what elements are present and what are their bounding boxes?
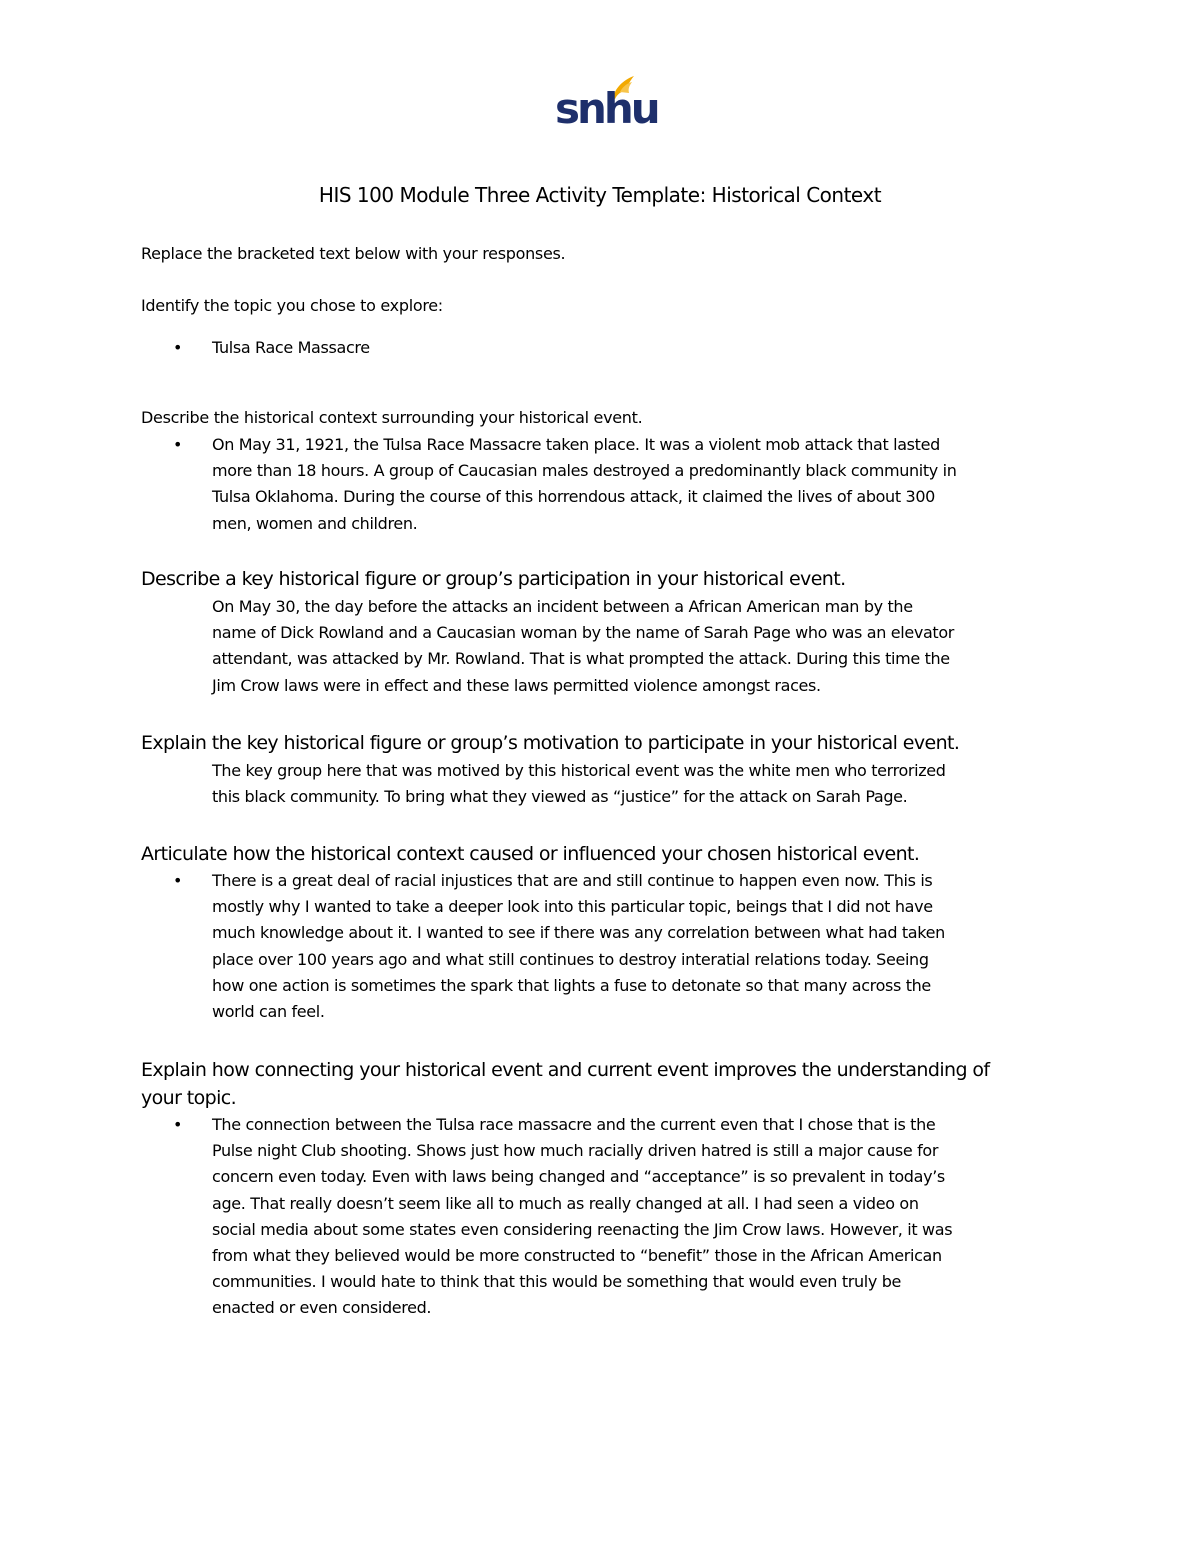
connection-prompt: [141, 1056, 1061, 1112]
prompt-line: Explain how connecting your historical event and current event improves the understanding of: [141, 1059, 990, 1081]
answer-line: Pulse night Club shooting. Shows just how much racially driven hatred is still a major cause for: [212, 1141, 939, 1161]
answer-line: Tulsa Race Massacre: [212, 338, 370, 357]
answer-line: The key group here that was motived by this historical event was the white men who terrorized: [212, 761, 946, 780]
bullet-symbol: •: [173, 435, 183, 454]
answer-line: There is a great deal of racial injustices that are and still continue to happen even now. This is: [212, 871, 933, 890]
topic-answer: [212, 335, 1062, 361]
answer-line: Tulsa Oklahoma. During the course of this horrendous attack, it claimed the lives of about 300: [212, 487, 935, 507]
answer-line: On May 30, the day before the attacks an incident between a African American man by the: [212, 597, 913, 616]
answer-line: attendant, was attacked by Mr. Rowland. That is what prompted the attack. During this time the: [212, 649, 950, 669]
answer-line: communities. I would hate to think that this would be something that would even truly be: [212, 1272, 902, 1292]
answer-line: On May 31, 1921, the Tulsa Race Massacre taken place. It was a violent mob attack that lasted: [212, 435, 940, 454]
motivation-prompt: Explain the key historical figure or group’s motivation to participate in your historical event.: [141, 732, 960, 754]
context-answer: [212, 432, 1062, 537]
prompt-line: your topic.: [141, 1087, 237, 1109]
logo-wordmark: snhu: [555, 84, 658, 133]
answer-line: world can feel.: [212, 1002, 325, 1022]
bullet-symbol: •: [173, 871, 183, 890]
answer-line: enacted or even considered.: [212, 1298, 432, 1318]
figure-answer: [212, 594, 1062, 699]
answer-line: mostly why I wanted to take a deeper look into this particular topic, beings that I did not have: [212, 897, 933, 917]
answer-line: place over 100 years ago and what still continues to destroy interatial relations today. Seeing: [212, 949, 929, 969]
topic-prompt: Identify the topic you chose to explore:: [141, 296, 443, 315]
influence-answer: [212, 868, 1062, 1025]
answer-line: much knowledge about it. I wanted to see if there was any correlation between what had taken: [212, 923, 945, 943]
influence-prompt: Articulate how the historical context caused or influenced your chosen historical event.: [141, 843, 920, 865]
answer-line: concern even today. Even with laws being changed and “acceptance” is so prevalent in today’s: [212, 1167, 945, 1187]
answer-line: social media about some states even considering reenacting the Jim Crow laws. However, it was: [212, 1219, 953, 1239]
bullet-symbol: •: [173, 338, 183, 357]
answer-line: men, women and children.: [212, 513, 418, 533]
connection-answer: [212, 1112, 1062, 1322]
instructions-text: Replace the bracketed text below with your responses.: [141, 244, 566, 263]
answer-line: name of Dick Rowland and a Caucasian woman by the name of Sarah Page who was an elevator: [212, 623, 954, 643]
bullet-symbol: •: [173, 1115, 183, 1134]
answer-line: The connection between the Tulsa race massacre and the current even that I chose that is the: [212, 1115, 936, 1134]
page-title: HIS 100 Module Three Activity Template: Historical Context: [318, 183, 882, 207]
answer-line: Jim Crow laws were in effect and these laws permitted violence amongst races.: [212, 675, 821, 695]
answer-line: from what they believed would be more constructed to “benefit” those in the African American: [212, 1246, 942, 1266]
figure-prompt: Describe a key historical figure or group’s participation in your historical event.: [141, 568, 846, 590]
snhu-logo: [553, 72, 658, 134]
answer-line: age. That really doesn’t seem like all to much as really changed at all. I had seen a video on: [212, 1193, 919, 1213]
answer-line: how one action is sometimes the spark that lights a fuse to detonate so that many across the: [212, 975, 931, 995]
answer-line: more than 18 hours. A group of Caucasian males destroyed a predominantly black community in: [212, 461, 957, 481]
motivation-answer: [212, 758, 1062, 810]
answer-line: this black community. To bring what they viewed as “justice” for the attack on Sarah Page.: [212, 787, 908, 807]
context-prompt: Describe the historical context surrounding your historical event.: [141, 408, 643, 427]
